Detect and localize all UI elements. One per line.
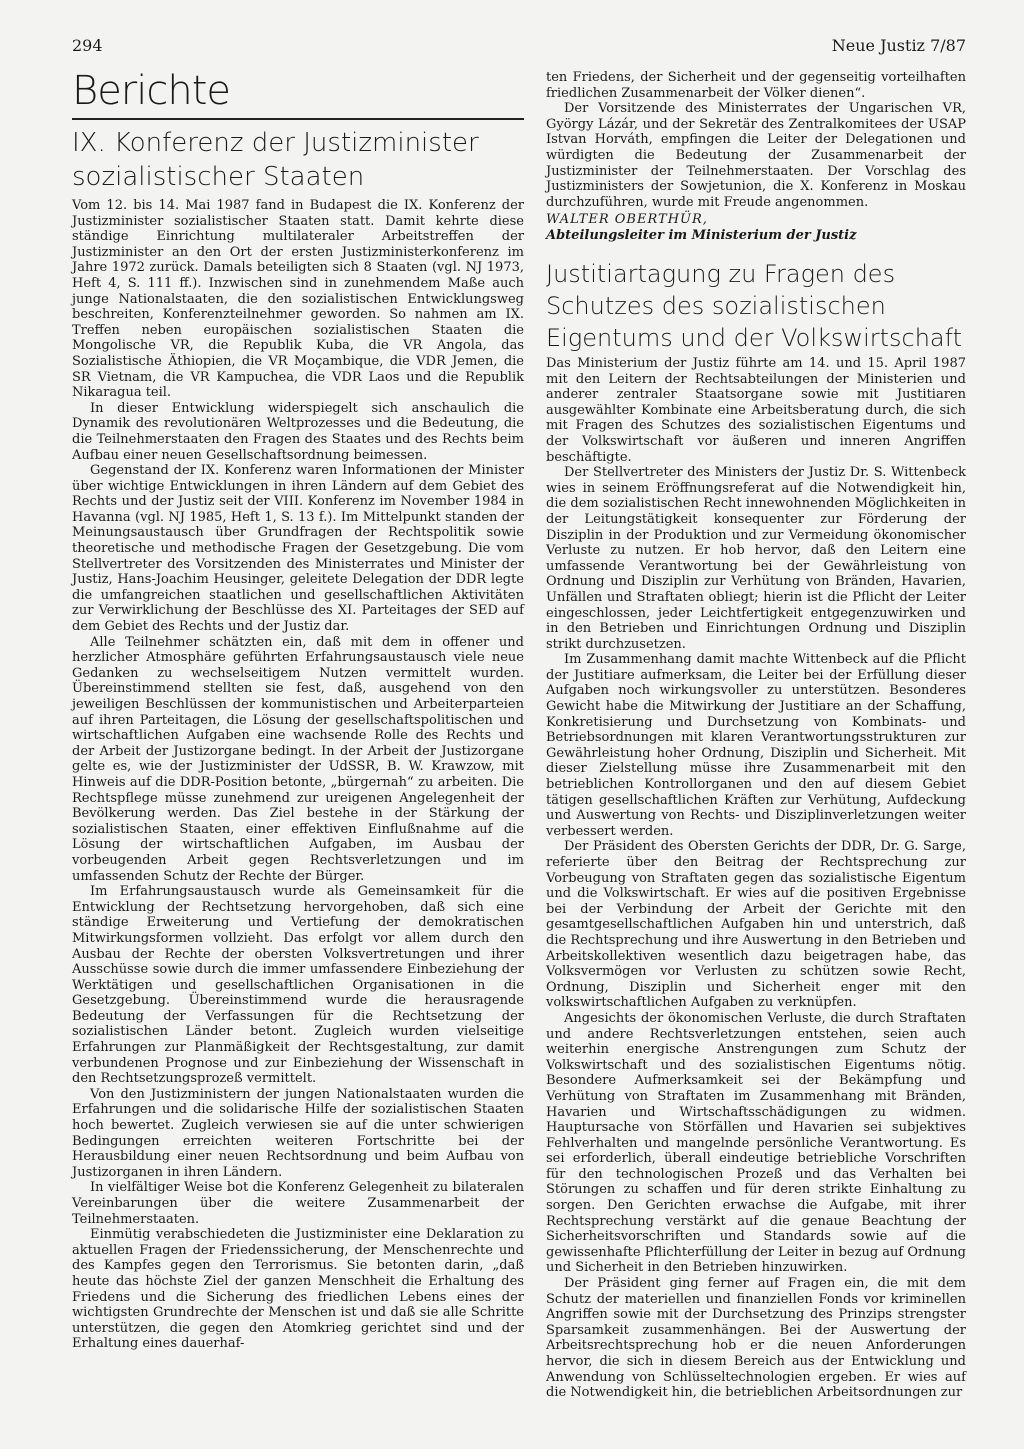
article2-paragraph: Angesichts der ökonomischen Verluste, die durch Straftaten und andere Rechtsverletzungen entstehen, seien auch weiterhin energische Anstrengungen zum Schutz der Volkswirtschaft und des sozialistischen Eigentums nötig. Besondere Aufmerksamkeit sei der Bekämpfung und Verhütung von Straftaten im Zusammenhang mit Bränden, Havarien und Wirtschaftsschädigungen zu widmen. Hauptursache von Störfällen und Havarien sei subjektives Fehlverhalten und mangelnde persönliche Verantwortung. Es sei erforderlich, überall eindeutige betriebliche Vorschriften für den technologischen Prozeß und das Verhalten bei Störungen zu schaffen und für deren strikte Einhaltung zu sorgen. Den Gerichten erwachse die Aufgabe, mit ihrer Rechtsprechung verstärkt auf die genaue Beachtung der Sicherheitsvorschriften und Standards sowie auf die gewissenhafte Pflichterfüllung der Leiter in bezug auf Ordnung und Sicherheit in den Betrieben hinzuwirken. — [546, 1010, 966, 1276]
journal-issue: Neue Justiz 7/87 — [831, 36, 966, 55]
section-title: Berichte — [72, 68, 230, 114]
section-rule — [72, 118, 524, 120]
article1-paragraph: Im Erfahrungsaustausch wurde als Gemeinsamkeit für die Entwicklung der Rechtsetzung hervorgehoben, daß sich eine ständige Erweiterung und Vertiefung der demokratischen Mitwirkungsformen vollzieht. Das erfolgt vor allem durch den Ausbau der Rechte der obersten Volksvertretungen und ihrer Ausschüsse sowie durch die immer umfassendere Einbeziehung der Werktätigen und gesellschaftlichen Organisationen in die Gesetzgebung. Übereinstimmend wurde die herausragende Bedeutung der Verfassungen für die Rechtsetzung der sozialistischen Länder betont. Zugleich wurden vielseitige Erfahrungen zur Planmäßigkeit der Rechtsgestaltung, zur damit verbundenen Prognose und zur Einbeziehung der Wissenschaft in den Rechtsetzungsprozeß vermittelt. — [72, 884, 524, 1087]
author-name: WALTER OBERTHÜR, — [546, 212, 708, 228]
article2-body — [546, 356, 966, 1401]
article2-paragraph: Der Präsident ging ferner auf Fragen ein, die mit dem Schutz der materiellen und finanziellen Fonds vor kriminellen Angriffen sowie mit der Durchsetzung des Prinzips strengster Sparsamkeit zusammenhängen. Bei der Auswertung der Arbeitsrechtsprechung hob er die neuen Anforderungen hervor, die sich in diesem Bereich aus der Entwicklung und Anwendung von Schlüsseltechnologien ergeben. Er wies auf die Notwendigkeit hin, die betrieblichen Arbeitsordnungen zur — [546, 1276, 966, 1401]
article1-paragraph: ten Friedens, der Sicherheit und der gegenseitig vorteilhaften friedlichen Zusammenarbeit der Völker dienen“. — [546, 70, 966, 101]
article2-paragraph: Der Stellvertreter des Ministers der Justiz Dr. S. Wittenbeck wies in seinem Eröffnungsreferat auf die Notwendigkeit hin, die dem sozialistischen Recht innewohnenden Möglichkeiten in der Leitungstätigkeit konsequenter zur Förderung der Disziplin in der Produktion und zur Vermeidung ökonomischer Verluste zu nutzen. Er hob hervor, daß den Leitern eine umfassende Verantwortung bei der Gewährleistung von Ordnung und Disziplin zur Verhütung von Bränden, Havarien, Unfällen und Straftaten obliegt; hierin ist die Pflicht der Leiter eingeschlossen, jeder Leichtfertigkeit entgegenzuwirken und in den Betrieben und Einrichtungen Ordnung und Disziplin strikt durchzusetzen. — [546, 465, 966, 652]
article2-paragraph: Der Präsident des Obersten Gerichts der DDR, Dr. G. Sarge, referierte über den Beitrag der Rechtsprechung zur Vorbeugung von Straftaten gegen das sozialistische Eigentum und die Volkswirtschaft. Er wies auf die positiven Ergebnisse bei der Verbindung der Arbeit der Gerichte mit den gesamtgesellschaftlichen Aufgaben hin und unterstrich, daß die Rechtsprechung und ihre Auswertung in den Betrieben und Arbeitskollektiven wesentlich dazu beigetragen habe, das Volksvermögen vor Verlusten zu schützen sowie Recht, Ordnung, Disziplin und Sicherheit enger mit den volkswirtschaftlichen Aufgaben zu verknüpfen. — [546, 839, 966, 1011]
article1-paragraph: Der Vorsitzende des Ministerrates der Ungarischen VR, György Lázár, und der Sekretär des Zentralkomitees der USAP Istvan Horváth, empfingen die Leiter der Delegationen und würdigten die Bedeutung der Zusammenarbeit der Justizminister der Teilnehmerstaaten. Der Vorschlag des Justizministers der Sowjetunion, die X. Konferenz in Moskau durchzuführen, wurde mit Freude angenommen. — [546, 101, 966, 210]
article1-continuation — [546, 70, 966, 244]
article1-title: IX. Konferenz der Justizminister sozialistischer Staaten — [72, 128, 479, 192]
article2-title: Justitiartagung zu Fragen des Schutzes des sozialistischen Eigentums und der Volkswirtschaft — [546, 260, 963, 352]
article2-paragraph: Im Zusammenhang damit machte Wittenbeck auf die Pflicht der Justitiare aufmerksam, die Leiter bei der Erfüllung dieser Aufgaben noch wirkungsvoller zu unterstützen. Besonderes Gewicht habe die Mitwirkung der Justitiare an der Schaffung, Konkretisierung und Durchsetzung von Kombinats- und Betriebsordnungen mit klaren Verantwortungsstrukturen zur Gewährleistung hoher Ordnung, Disziplin und Sicherheit. Mit dieser Zielstellung müsse ihre Zusammenarbeit mit den betrieblichen Kontrollorganen und den auf diesem Gebiet tätigen gesellschaftlichen Kräften zur Verhütung, Aufdeckung und Auswertung von Rechts- und Disziplinverletzungen weiter verbessert werden. — [546, 652, 966, 839]
article1-paragraph: Alle Teilnehmer schätzten ein, daß mit dem in offener und herzlicher Atmosphäre geführten Erfahrungsaustausch viele neue Gedanken zu wechselseitigem Nutzen vermittelt wurden. Übereinstimmend stellten sie fest, daß, ausgehend von den jeweiligen Beschlüssen der kommunistischen und Arbeiterparteien auf ihren Parteitagen, die Lösung der gesellschaftspolitischen und wirtschaftlichen Aufgaben eine wachsende Rolle des Rechts und der Arbeit der Justizorgane bedingt. In der Arbeit der Justizorgane gelte es, wie der Justizminister der UdSSR, B. W. Krawzow, mit Hinweis auf die DDR-Position betonte, „bürgernah“ zu arbeiten. Die Rechtspflege müsse zunehmend zur ureigenen Angelegenheit der Bevölkerung werden. Das Ziel bestehe in der Stärkung der sozialistischen Staaten, einer effektiven Einflußnahme auf die Lösung der wirtschaftlichen Aufgaben, im Ausbau der vorbeugenden Arbeit gegen Rechtsverletzungen und im umfassenden Schutz der Rechte der Bürger. — [72, 634, 524, 884]
article1-paragraph: In dieser Entwicklung widerspiegelt sich anschaulich die Dynamik des revolutionären Weltprozesses und die Bedeutung, die die Teilnehmerstaaten den Fragen des Staates und des Rechts beim Aufbau einer neuen Gesellschaftsordnung beimessen. — [72, 400, 524, 463]
article1-paragraph: Von den Justizministern der jungen Nationalstaaten wurden die Erfahrungen und die solidarische Hilfe der sozialistischen Staaten hoch bewertet. Zugleich verwiesen sie auf die unter schwierigen Bedingungen erreichten weiteren Fortschritte bei der Herausbildung einer neuen Rechtsordnung und beim Aufbau von Justizorganen in ihren Ländern. — [72, 1086, 524, 1180]
article1-paragraph: Vom 12. bis 14. Mai 1987 fand in Budapest die IX. Konferenz der Justizminister sozialistischer Staaten statt. Damit kehrte diese ständige Einrichtung multilateraler Arbeitstreffen der Justizminister an den Ort der ersten Justizministerkonferenz im Jahre 1972 zurück. Damals beteiligten sich 8 Staaten (vgl. NJ 1973, Heft 4, S. 111 ff.). Inzwischen sind in zunehmendem Maße auch junge Nationalstaaten, die den sozialistischen Entwicklungsweg beschreiten, Konferenzteilnehmer geworden. So nahmen am IX. Treffen neben europäischen sozialistischen Staaten die Mongolische VR, die Republik Kuba, die VR Angola, das Sozialistische Äthiopien, die VR Moçambique, die VDR Jemen, die SR Vietnam, die VR Kampuchea, die VDR Laos und die Republik Nikaragua teil. — [72, 198, 524, 401]
article1-paragraph: In vielfältiger Weise bot die Konferenz Gelegenheit zu bilateralen Vereinbarungen über die weitere Zusammenarbeit der Teilnehmerstaaten. — [72, 1180, 524, 1227]
page-number: 294 — [72, 36, 103, 55]
article1-paragraph: Einmütig verabschiedeten die Justizminister eine Deklaration zu aktuellen Fragen der Friedenssicherung, der Menschenrechte und des Kampfes gegen den Terrorismus. Sie betonten darin, „daß heute das höchste Ziel der ganzen Menschheit die Erhaltung des Friedens und die Sicherung des friedlichen Lebens eines der wichtigsten Grundrechte der Menschen ist und daß sie alle Schritte unterstützen, die gegen den Atomkrieg gerichtet sind und der Erhaltung eines dauerhaf- — [72, 1227, 524, 1352]
article1-body — [72, 198, 524, 1352]
article2-paragraph: Das Ministerium der Justiz führte am 14. und 15. April 1987 mit den Leitern der Rechtsabteilungen der Ministerien und anderer zentraler Staatsorgane sowie mit Justitiaren ausgewählter Kombinate eine Arbeitsberatung durch, die sich mit Fragen des Schutzes des sozialistischen Eigentums und der Volkswirtschaft vor äußeren und inneren Angriffen beschäftigte. — [546, 356, 966, 465]
author-role: Abteilungsleiter im Ministerium der Justiz — [546, 228, 857, 244]
article1-paragraph: Gegenstand der IX. Konferenz waren Informationen der Minister über wichtige Entwicklungen in ihren Ländern auf dem Gebiet des Rechts und der Justiz seit der VIII. Konferenz im November 1984 in Havanna (vgl. NJ 1985, Heft 1, S. 13 f.). Im Mittelpunkt standen der Meinungsaustausch über Grundfragen der Rechtspolitik sowie theoretische und methodische Fragen der Gesetzgebung. Die vom Stellvertreter des Vorsitzenden des Ministerrates und Minister der Justiz, Hans-Joachim Heusinger, geleitete Delegation der DDR legte die umfangreichen staatlichen und gesellschaftlichen Aktivitäten zur Verwirklichung der Beschlüsse des XI. Parteitages der SED auf dem Gebiet des Rechts und der Justiz dar. — [72, 463, 524, 635]
